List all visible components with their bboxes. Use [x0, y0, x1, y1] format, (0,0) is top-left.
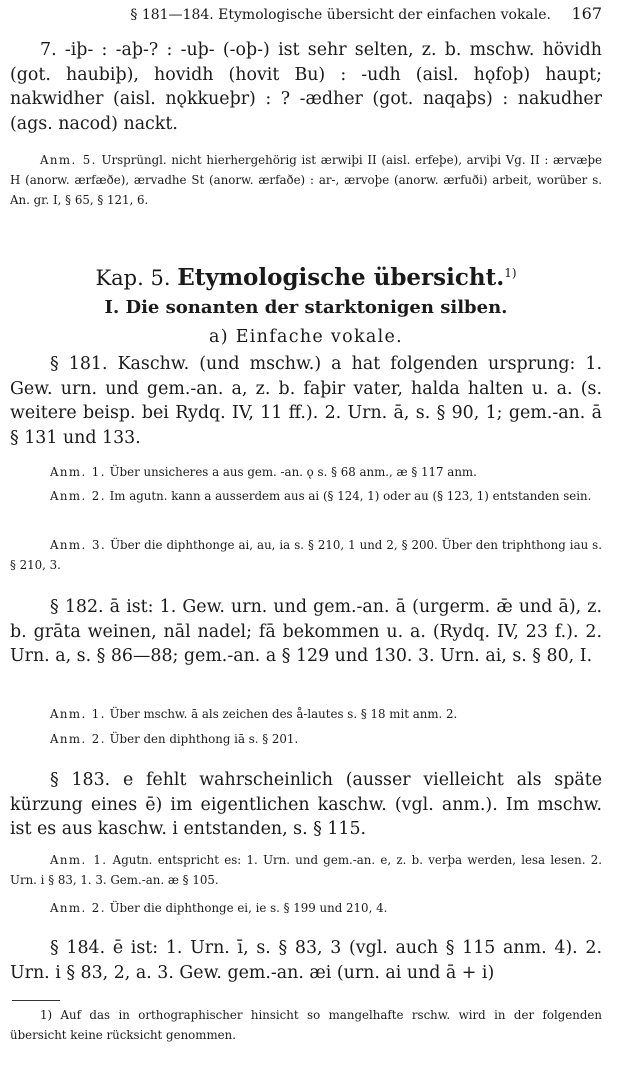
paragraph-182: § 182. ā ist: 1. Gew. urn. und gem.-an. ā (urgerm. ǣ und ā), z. b. grāta weinen, nāl nadel; fā bekommen u. a. (Rydq. IV, 23 f.). 2. Urn. a, s. § 86—88; gem.-an. a § 129 und 130. 3. Urn. ai, s. § 80, I.	[10, 597, 602, 666]
footnote: 1) Auf das in orthographischer hinsicht so mangelhafte rschw. wird in der folgenden übersicht keine rücksicht genommen.	[10, 1008, 602, 1042]
running-title: § 181—184. Etymologische übersicht der einfachen vokale.	[130, 7, 551, 23]
subsection-title: a) Einfache vokale.	[208, 327, 404, 347]
anm-label: Anm. 2.	[50, 489, 106, 503]
anm-label: Anm. 2.	[50, 901, 106, 915]
anm-label: Anm. 3.	[50, 538, 107, 552]
footnote-rule	[12, 1000, 60, 1001]
s182-anm-2	[10, 729, 602, 749]
paragraph-183: § 183. e fehlt wahrscheinlich (ausser vielleicht als späte kürzung eines ē) im eigentlichen kaschw. (vgl. anm.). Im mschw. ist es aus kaschw. i entstanden, s. § 115.	[10, 770, 602, 839]
paragraph-7: 7. -iþ- : -aþ-? : -uþ- (-oþ-) ist sehr selten, z. b. mschw. hövidh (got. haubiþ), hovidh (hovit Bu) : -udh (aisl. hǫfoþ) haupt; nakwidher (aisl. nǫkkueþr) : ? -ædher (got. naqaþs) : nakudher (ags. nacod) nackt.	[10, 40, 602, 134]
paragraph-184: § 184. ē ist: 1. Urn. ī, s. § 83, 3 (vgl. auch § 115 anm. 4). 2. Urn. i § 83, 2, a. 3. Gew. gem.-an. æi (urn. ai und ā + i)	[10, 938, 602, 983]
anm-label: Anm. 1.	[50, 465, 106, 479]
anm-label: Anm. 1.	[50, 853, 108, 867]
anm-label: Anm. 5.	[40, 153, 97, 167]
anm-text: Über die diphthonge ai, au, ia s. § 210, 1 und 2, § 200. Über den triphthong iau s. § 210, 3.	[10, 538, 602, 572]
section-title: I. Die sonanten der starktonigen silben.	[104, 297, 508, 318]
s183-anm-1	[10, 850, 602, 890]
s181-anm-3	[10, 535, 602, 575]
s183-anm-2	[10, 898, 602, 918]
anm-text: Über mschw. ā als zeichen des å-lautes s. § 18 mit anm. 2.	[109, 707, 458, 721]
s181-anm-2	[10, 486, 602, 506]
anm-text: Im agutn. kann a ausserdem aus ai (§ 124, 1) oder au (§ 123, 1) entstanden sein.	[109, 489, 592, 503]
chapter-heading	[10, 258, 602, 293]
anmerkung-5	[10, 150, 602, 210]
anm-label: Anm. 2.	[50, 732, 106, 746]
footnote-mark: 1)	[504, 266, 517, 280]
s182-anm-1	[10, 704, 602, 724]
page-number: 167	[571, 4, 602, 23]
anm-text: Ursprüngl. nicht hierhergehörig ist ærwiþi II (aisl. erfeþe), arviþi Vg. II : ærvæþe H (anorw. ærfæðe), ærvadhe St (anorw. ærfaðe) : ar-, ærvoþe (anorw. ærfuði) arbeit, worüber s. An. gr. I, § 65, § 121, 6.	[10, 153, 603, 207]
chapter-number: Kap. 5.	[95, 266, 171, 290]
anm-label: Anm. 1.	[50, 707, 106, 721]
paragraph-181: § 181. Kaschw. (und mschw.) a hat folgenden ursprung: 1. Gew. urn. und gem.-an. a, z. b. faþir vater, halda halten u. a. (s. weitere beisp. bei Rydq. IV, 11 ff.). 2. Urn. ā, s. § 90, 1; gem.-an. ā § 131 und 133.	[10, 354, 602, 448]
anm-text: Über unsicheres a aus gem. -an. ǫ s. § 68 anm., æ § 117 anm.	[109, 465, 477, 479]
anm-text: Über die diphthonge ei, ie s. § 199 und 210, 4.	[109, 901, 388, 915]
anm-text: Über den diphthong iā s. § 201.	[109, 732, 299, 746]
chapter-title: Etymologische übersicht.	[177, 264, 505, 291]
running-header	[10, 4, 602, 25]
s181-anm-1	[10, 462, 602, 482]
anm-text: Agutn. entspricht es: 1. Urn. und gem.-an. e, z. b. verþa werden, lesa lesen. 2. Urn. i § 83, 1. 3. Gem.-an. æ § 105.	[10, 853, 603, 887]
